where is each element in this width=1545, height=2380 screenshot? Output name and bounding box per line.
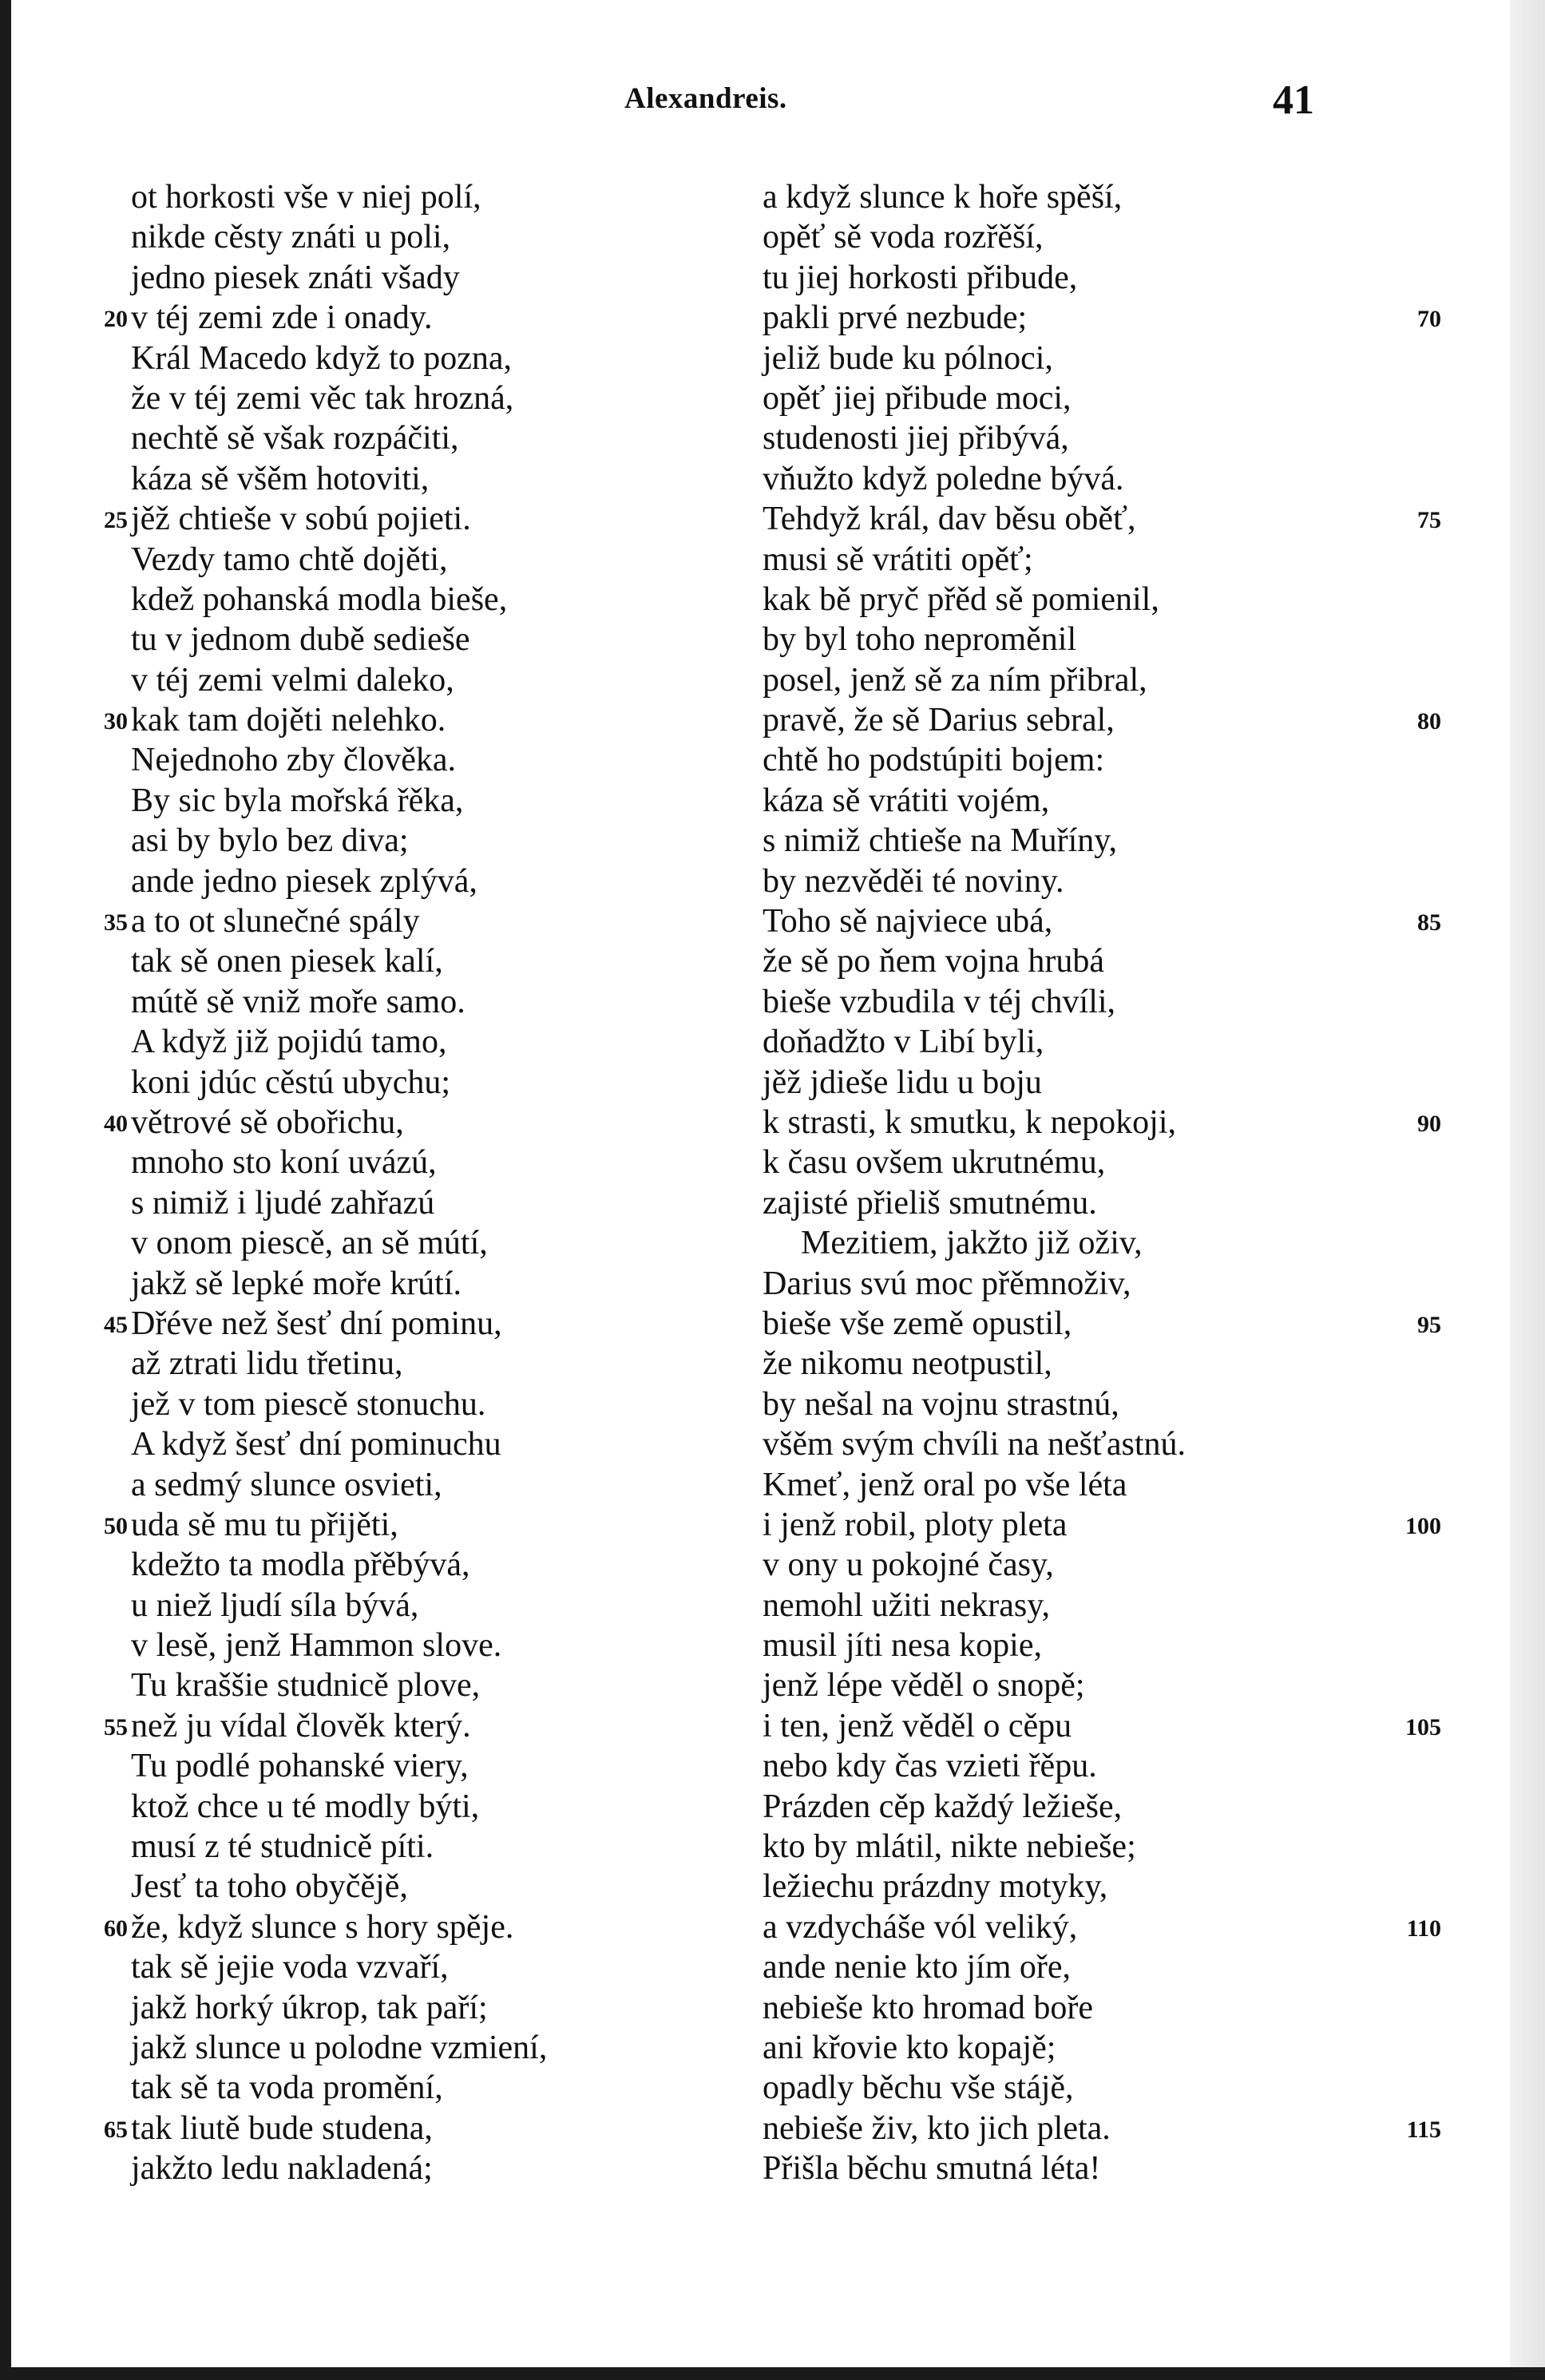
- verse-text: A když šesť dní pominuchu: [131, 1426, 501, 1463]
- verse-line: [763, 459, 1186, 499]
- verse-text: tu v jednom dubě sedieše: [131, 621, 470, 659]
- verse-line: [131, 459, 547, 499]
- verse-text: káza sě vrátiti vojém,: [763, 782, 1050, 819]
- line-number: 20: [104, 306, 128, 333]
- verse-line: [763, 1746, 1186, 1786]
- verse-line: [131, 1787, 547, 1827]
- line-number: 75: [1417, 507, 1441, 534]
- verse-line: [763, 861, 1186, 901]
- verse-line: [763, 982, 1186, 1022]
- verse-line: [763, 378, 1186, 418]
- verse-text: tak liutě bude studena,: [131, 2109, 433, 2147]
- verse-line: [763, 1545, 1186, 1585]
- verse-line: [763, 540, 1186, 580]
- verse-text: koni jdúc cěstú ubychu;: [131, 1063, 451, 1101]
- verse-line: [763, 1344, 1186, 1384]
- verse-line: [131, 1022, 547, 1062]
- verse-line: [763, 700, 1441, 740]
- verse-line: [763, 258, 1186, 298]
- line-number: 45: [104, 1311, 128, 1338]
- verse-line: [131, 378, 547, 418]
- verse-text: tak sě jejie voda vzvaří,: [131, 1949, 449, 1986]
- verse-text: že sě po ňem vojna hrubá: [763, 943, 1105, 980]
- verse-text: jakžto ledu nakladená;: [131, 2150, 433, 2188]
- verse-text: s nimiž chtieše na Muříny,: [763, 822, 1118, 860]
- verse-text: u niež ljudí síla bývá,: [131, 1586, 419, 1624]
- verse-line: [104, 1907, 547, 1947]
- verse-text: ande nenie kto jím oře,: [763, 1949, 1072, 1986]
- verse-text: tu jiej horkosti přibude,: [763, 259, 1078, 296]
- verse-line: [763, 217, 1186, 257]
- verse-text: doňadžto v Libí byli,: [763, 1024, 1044, 1061]
- verse-text: nechtě sě však rozpáčiti,: [131, 420, 459, 457]
- verse-line: [763, 2109, 1441, 2148]
- verse-line: [131, 861, 547, 901]
- verse-line: [104, 1505, 547, 1545]
- verse-text: jakž sě lepké moře krútí.: [131, 1265, 462, 1302]
- verse-text: Kmeť, jenž oral po vše léta: [763, 1466, 1127, 1503]
- verse-line: [763, 1586, 1186, 1626]
- verse-text: a když slunce k hoře spěší,: [763, 179, 1123, 216]
- verse-line: [131, 1867, 547, 1907]
- verse-text: Tu kraššie studnicě plove,: [131, 1667, 481, 1705]
- verse-text: kdež pohanská modla bieše,: [131, 580, 508, 618]
- verse-text: všěm svým chvíli na nešťastnú.: [763, 1426, 1186, 1463]
- verse-line: [104, 499, 547, 539]
- verse-line: [131, 1665, 547, 1705]
- verse-line: [131, 1827, 547, 1867]
- verse-line: [763, 418, 1186, 458]
- verse-text: jakž slunce u polodne vzmiení,: [131, 2029, 548, 2066]
- line-number: 115: [1406, 2116, 1441, 2143]
- line-number: 85: [1417, 909, 1441, 937]
- verse-text: kak tam dojěti nelehko.: [131, 702, 446, 739]
- verse-line: [763, 1706, 1441, 1746]
- verse-line: [763, 298, 1441, 338]
- verse-text: nebieše živ, kto jich pleta.: [763, 2109, 1111, 2147]
- verse-text: Mezitiem, jakžto již oživ,: [801, 1225, 1143, 1262]
- verse-line: [131, 1586, 547, 1626]
- verse-text: nemohl užiti nekrasy,: [763, 1586, 1051, 1624]
- verse-line: [763, 2028, 1186, 2068]
- verse-line: [104, 298, 547, 338]
- verse-text: k strasti, k smutku, k nepokoji,: [763, 1103, 1176, 1141]
- verse-text: že, když slunce s hory spěje.: [131, 1908, 514, 1946]
- verse-line: [763, 821, 1186, 861]
- verse-text: že nikomu neotpustil,: [763, 1345, 1052, 1383]
- verse-line: [131, 1344, 547, 1384]
- verse-text: Tehdyž král, dav běsu oběť,: [763, 501, 1136, 538]
- verse-text: opěť sě voda rozřěší,: [763, 219, 1044, 256]
- verse-line: [763, 2148, 1186, 2188]
- verse-text: opěť jiej přibude moci,: [763, 379, 1072, 417]
- verse-text: nikde cěsty znáti u poli,: [131, 219, 451, 256]
- line-number: 100: [1405, 1512, 1441, 1539]
- verse-text: vňužto když poledne bývá.: [763, 460, 1124, 497]
- verse-line: [763, 1947, 1186, 1987]
- verse-text: v téj zemi velmi daleko,: [131, 661, 454, 699]
- verse-text: ležiechu prázdny motyky,: [763, 1868, 1108, 1906]
- verse-text: pravě, že sě Darius sebral,: [763, 702, 1115, 739]
- verse-text: mútě sě vniž moře samo.: [131, 983, 465, 1020]
- verse-text: bieše vše země opustil,: [763, 1305, 1072, 1342]
- verse-text: musil jíti nesa kopie,: [763, 1627, 1042, 1665]
- verse-text: mnoho sto koní uvázú,: [131, 1144, 437, 1182]
- verse-line: [763, 620, 1186, 659]
- verse-line: [131, 1988, 547, 2028]
- verse-text: musí z té studnicě píti.: [131, 1828, 434, 1866]
- verse-text: v ony u pokojné časy,: [763, 1546, 1054, 1584]
- verse-text: nebo kdy čas vzieti řěpu.: [763, 1748, 1097, 1785]
- verse-line: [763, 499, 1441, 539]
- verse-line: [763, 1424, 1186, 1464]
- verse-line: [763, 740, 1186, 780]
- line-number: 90: [1417, 1110, 1441, 1137]
- verse-text: tak sě ta voda promění,: [131, 2069, 443, 2107]
- verse-text: i jenž robil, ploty pleta: [763, 1506, 1068, 1543]
- verse-text: by byl toho neproměnil: [763, 621, 1077, 659]
- verse-line: [763, 580, 1186, 620]
- page-number: 41: [1273, 77, 1314, 123]
- verse-text: ani křovie kto kopajě;: [763, 2029, 1056, 2066]
- verse-text: musi sě vrátiti opěť;: [763, 541, 1033, 578]
- verse-text: k času ovšem ukrutnému,: [763, 1144, 1106, 1182]
- verse-text: Vezdy tamo chtě dojěti,: [131, 541, 448, 578]
- verse-line: [131, 660, 547, 700]
- line-number: 30: [104, 708, 128, 735]
- verse-text: studenosti jiej přibývá,: [763, 420, 1069, 457]
- line-number: 55: [104, 1713, 128, 1740]
- verse-line: [131, 821, 547, 861]
- verse-text: Nejednoho zby člověka.: [131, 742, 457, 779]
- verse-text: a vzdycháše vól veliký,: [763, 1908, 1078, 1946]
- verse-line: [763, 1142, 1186, 1182]
- verse-line: [763, 781, 1186, 821]
- verse-text: i ten, jenž věděl o cěpu: [763, 1707, 1072, 1744]
- verse-line: [763, 1223, 1186, 1263]
- verse-line: [763, 1665, 1186, 1705]
- verse-text: než ju vídal člověk který.: [131, 1707, 471, 1744]
- verse-line: [763, 1988, 1186, 2028]
- verse-text: chtě ho podstúpiti bojem:: [763, 742, 1105, 779]
- verse-line: [763, 1264, 1186, 1304]
- verse-line: [131, 177, 547, 217]
- verse-text: jěž chtieše v sobú pojieti.: [131, 501, 471, 538]
- verse-text: v téj zemi zde i onady.: [131, 299, 433, 337]
- verse-line: [131, 1063, 547, 1103]
- verse-line: [131, 941, 547, 981]
- verse-text: opadly běchu vše stájě,: [763, 2069, 1074, 2107]
- verse-line: [131, 1264, 547, 1304]
- verse-line: [131, 1746, 547, 1786]
- line-number: 35: [104, 909, 128, 937]
- verse-text: pakli prvé nezbude;: [763, 299, 1028, 337]
- verse-text: Toho sě najviece ubá,: [763, 903, 1053, 941]
- verse-text: jež v tom piescě stonuchu.: [131, 1385, 486, 1423]
- verse-text: v lesě, jenž Hammon slove.: [131, 1627, 502, 1665]
- verse-line: [131, 620, 547, 659]
- verse-line: [104, 1103, 547, 1142]
- verse-text: kak bě pryč přěd sě pomienil,: [763, 580, 1159, 618]
- verse-line: [763, 901, 1441, 941]
- verse-line: [131, 2068, 547, 2108]
- line-number: 60: [104, 1915, 128, 1942]
- verse-line: [131, 1947, 547, 1987]
- verse-text: By sic byla mořská řěka,: [131, 782, 464, 819]
- verse-text: Dřéve než šesť dní pominu,: [131, 1305, 502, 1342]
- verse-text: zajisté přieliš smutnému.: [763, 1184, 1097, 1222]
- verse-text: ktož chce u té modly býti,: [131, 1788, 480, 1825]
- verse-line: [763, 1465, 1186, 1505]
- verse-text: ot horkosti vše v niej polí,: [131, 179, 481, 216]
- verse-text: Král Macedo když to pozna,: [131, 339, 512, 377]
- verse-text: by nezvěděi té noviny.: [763, 862, 1064, 900]
- verse-text: asi by bylo bez diva;: [131, 822, 409, 860]
- verse-text: nebieše kto hromad boře: [763, 1989, 1094, 2026]
- verse-line: [763, 1022, 1186, 1062]
- verse-line: [131, 1183, 547, 1223]
- verse-line: [763, 1626, 1186, 1665]
- verse-line: [131, 1384, 547, 1424]
- verse-line: [763, 1103, 1441, 1142]
- verse-line: [131, 1142, 547, 1182]
- verse-text: ande jedno piesek zplývá,: [131, 862, 477, 900]
- verse-text: v onom piescě, an sě mútí,: [131, 1225, 488, 1262]
- verse-line: [763, 1787, 1186, 1827]
- verse-line: [763, 1505, 1441, 1545]
- verse-text: Darius svú moc přěmnoživ,: [763, 1265, 1131, 1302]
- verse-line: [131, 2028, 547, 2068]
- running-head: [0, 77, 1545, 129]
- verse-line: [104, 1706, 547, 1746]
- verse-text: až ztrati lidu třetinu,: [131, 1345, 403, 1383]
- line-number: 80: [1417, 708, 1441, 735]
- page-edge-right: [1510, 0, 1545, 2380]
- verse-line: [131, 1424, 547, 1464]
- verse-line: [763, 941, 1186, 981]
- verse-text: jakž horký úkrop, tak paří;: [131, 1989, 488, 2026]
- verse-line: [763, 1384, 1186, 1424]
- line-number: 70: [1417, 306, 1441, 333]
- line-number: 40: [104, 1110, 128, 1137]
- verse-line: [763, 660, 1186, 700]
- verse-text: uda sě mu tu přijěti,: [131, 1506, 398, 1543]
- verse-line: [131, 258, 547, 298]
- verse-text: kto by mlátil, nikte nebieše;: [763, 1828, 1136, 1866]
- verse-line: [131, 1545, 547, 1585]
- verse-line: [763, 2068, 1186, 2108]
- verse-line: [131, 1223, 547, 1263]
- verse-line: [763, 1063, 1186, 1103]
- verse-line: [763, 1304, 1441, 1344]
- verse-text: Tu podlé pohanské viery,: [131, 1748, 469, 1785]
- verse-text: Prázden cěp každý ležieše,: [763, 1788, 1123, 1825]
- verse-line: [131, 982, 547, 1022]
- verse-line: [131, 418, 547, 458]
- verse-text: že v téj zemi věc tak hrozná,: [131, 379, 514, 417]
- verse-text: a to ot slunečné spály: [131, 903, 420, 941]
- verse-line: [131, 1465, 547, 1505]
- verse-line: [763, 177, 1186, 217]
- verse-text: A když již pojidú tamo,: [131, 1024, 447, 1061]
- verse-line: [104, 901, 547, 941]
- verse-text: Přišla běchu smutná léta!: [763, 2150, 1101, 2188]
- page-edge-bottom: [0, 2367, 1545, 2380]
- verse-line: [131, 1626, 547, 1665]
- right-verse-column: [763, 177, 1441, 2189]
- verse-line: [131, 740, 547, 780]
- line-number: 25: [104, 507, 128, 534]
- verse-line: [131, 339, 547, 378]
- line-number: 95: [1417, 1311, 1441, 1338]
- verse-line: [763, 1907, 1441, 1947]
- verse-text: posel, jenž sě za ním přibral,: [763, 661, 1147, 699]
- verse-line: [763, 1183, 1186, 1223]
- verse-text: větrové sě obořichu,: [131, 1103, 404, 1141]
- line-number: 105: [1405, 1713, 1441, 1740]
- verse-line: [131, 580, 547, 620]
- verse-line: [763, 1827, 1186, 1867]
- verse-text: tak sě onen piesek kalí,: [131, 943, 443, 980]
- verse-text: kdežto ta modla přěbývá,: [131, 1546, 470, 1584]
- verse-text: bieše vzbudila v téj chvíli,: [763, 983, 1116, 1020]
- verse-text: Jesť ta toho obyčějě,: [131, 1868, 408, 1906]
- verse-text: by nešal na vojnu strastnú,: [763, 1385, 1119, 1423]
- verse-line: [131, 781, 547, 821]
- verse-line: [131, 217, 547, 257]
- verse-line: [104, 2109, 547, 2148]
- verse-text: a sedmý slunce osvieti,: [131, 1466, 442, 1503]
- page-edge-left: [0, 0, 11, 2380]
- line-number: 110: [1406, 1915, 1441, 1942]
- verse-text: káza sě všěm hotoviti,: [131, 460, 430, 497]
- line-number: 65: [104, 2116, 128, 2143]
- verse-line: [763, 1867, 1186, 1907]
- verse-text: jeliž bude ku pólnoci,: [763, 339, 1053, 377]
- verse-line: [104, 700, 547, 740]
- verse-text: s nimiž i ljudé zahřazú: [131, 1184, 435, 1222]
- verse-text: jedno piesek znáti všady: [131, 259, 460, 296]
- verse-line: [104, 1304, 547, 1344]
- line-number: 50: [104, 1512, 128, 1539]
- verse-text: jenž lépe věděl o snopě;: [763, 1667, 1085, 1705]
- left-verse-column: [104, 177, 548, 2189]
- verse-line: [131, 540, 547, 580]
- verse-line: [763, 339, 1186, 378]
- verse-text: jěž jdieše lidu u boju: [763, 1063, 1042, 1101]
- verse-line: [131, 2148, 547, 2188]
- running-title: Alexandreis.: [624, 82, 787, 115]
